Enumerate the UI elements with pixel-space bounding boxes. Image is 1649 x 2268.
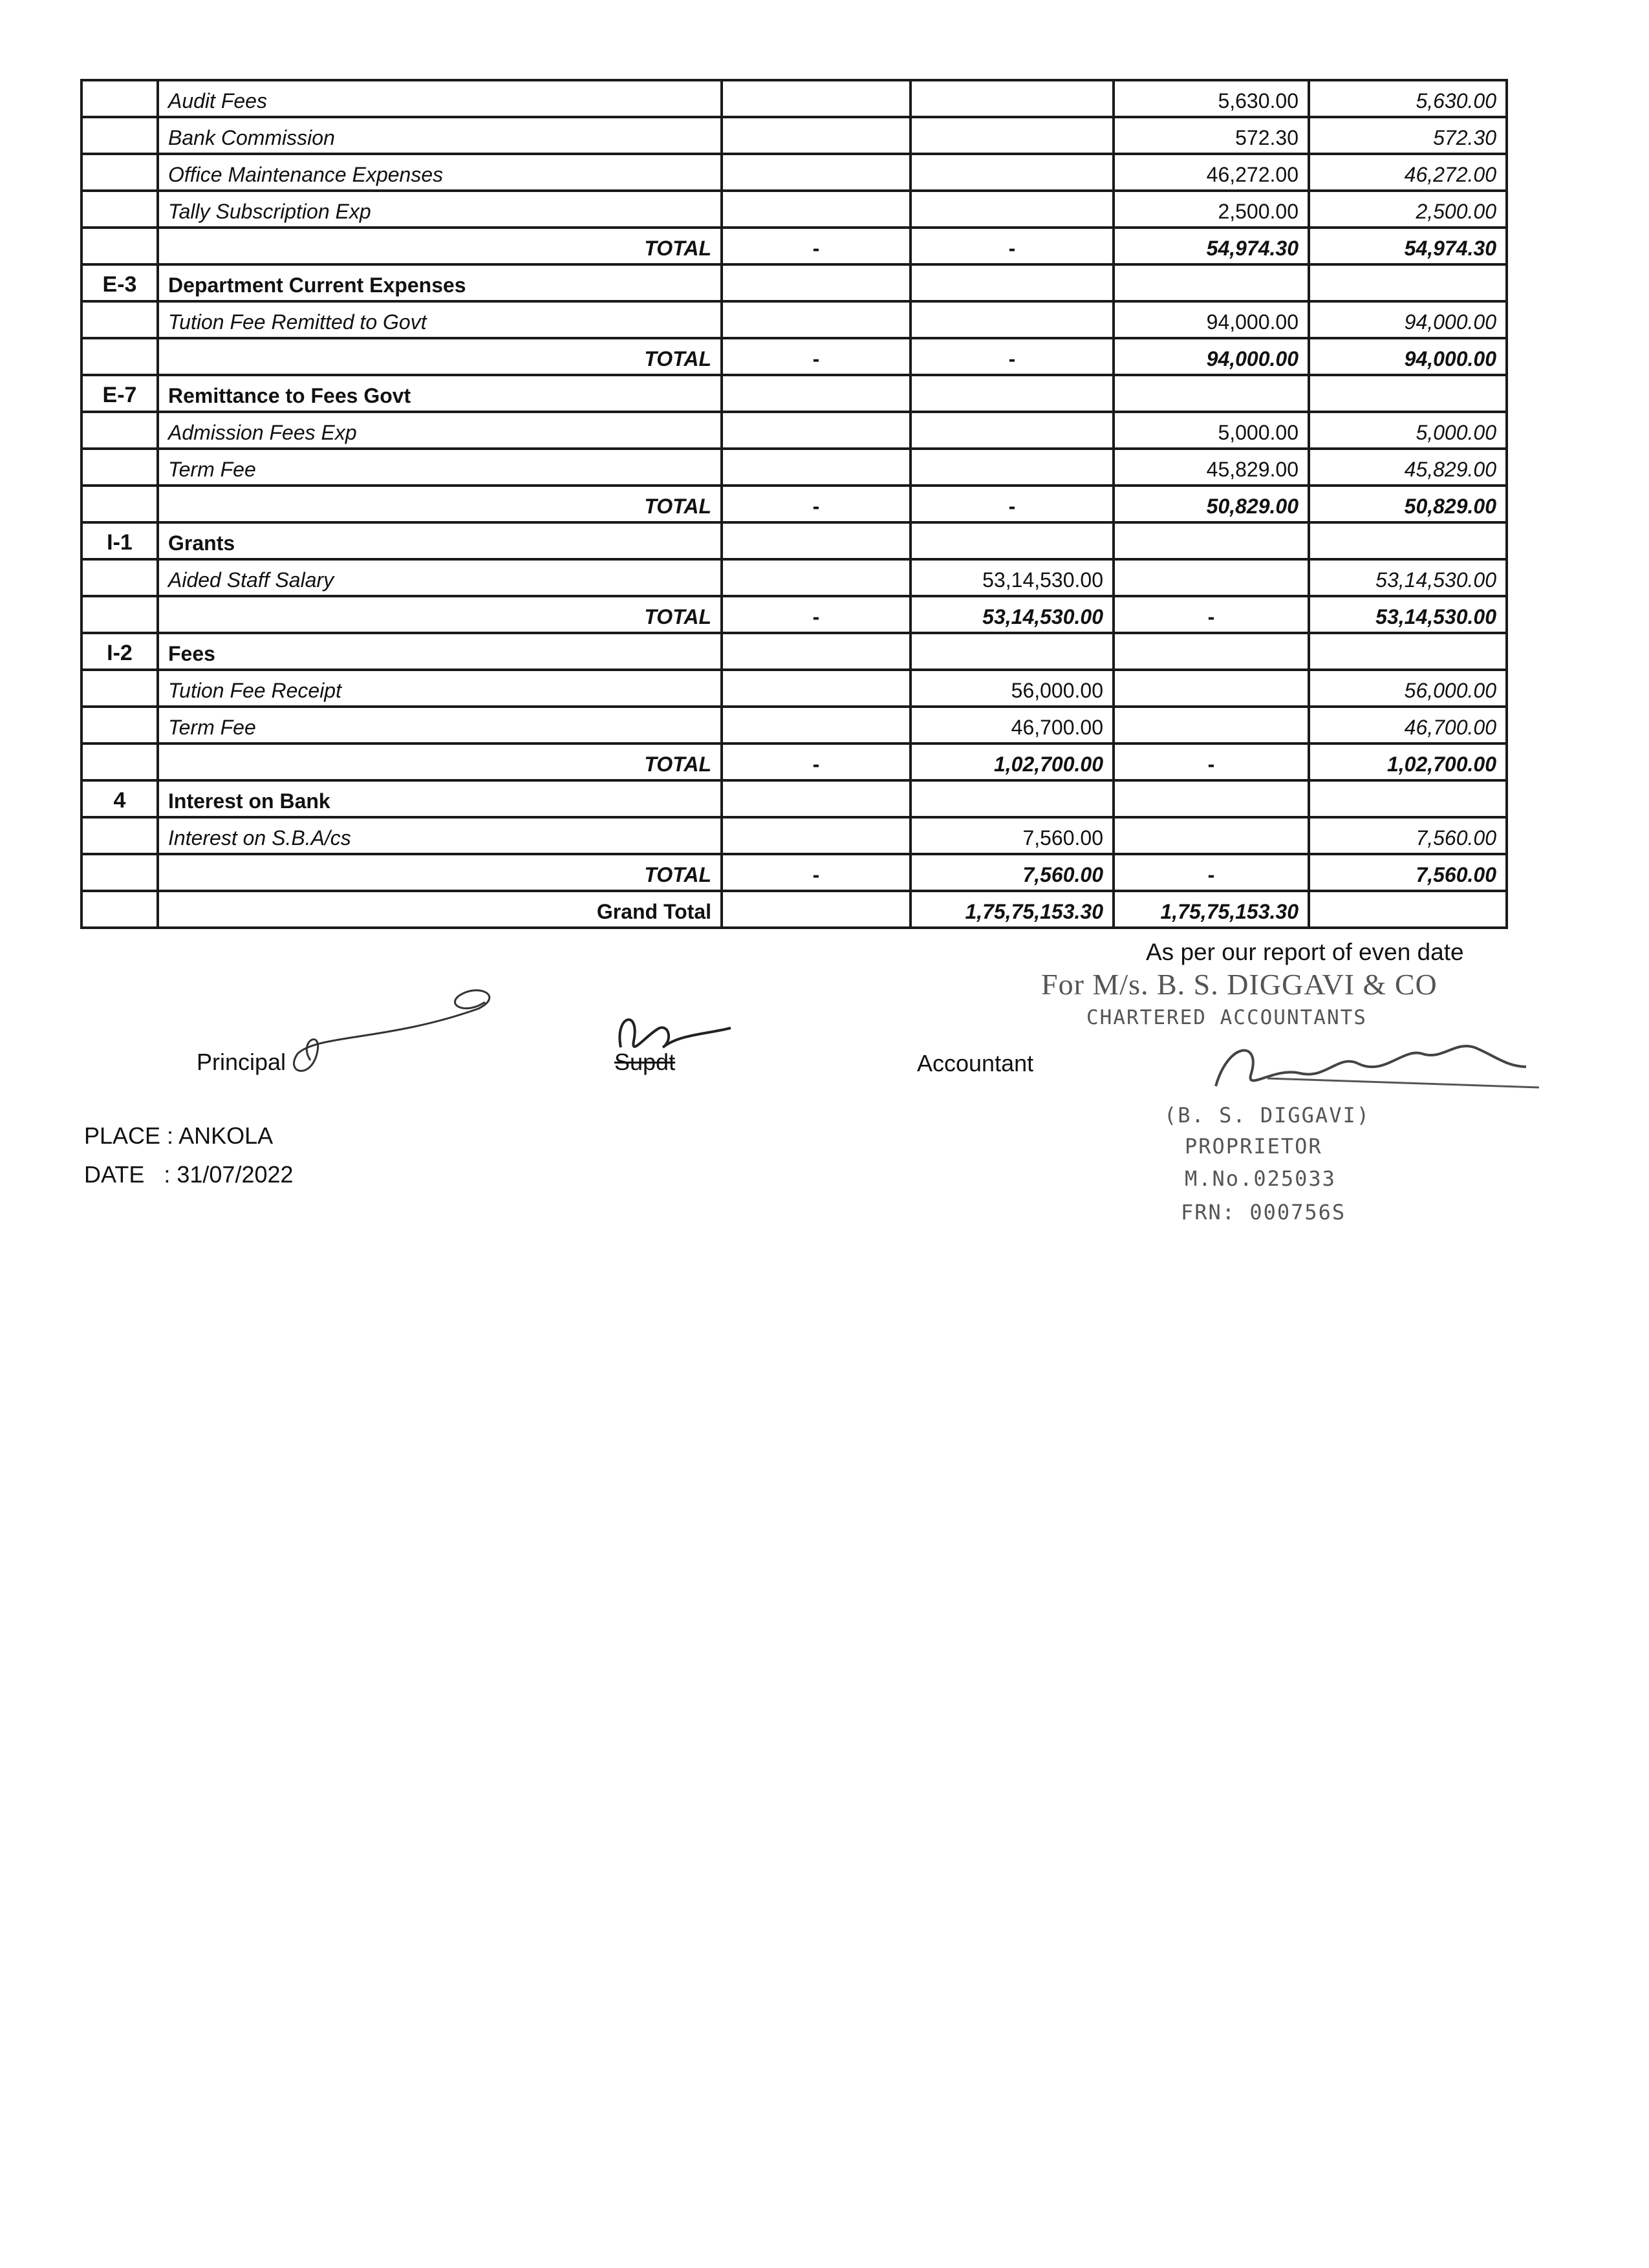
total-col-1: - bbox=[722, 486, 911, 522]
grand-total-col-2: 1,75,75,153.30 bbox=[911, 891, 1114, 928]
grand-total-label: Grand Total bbox=[158, 891, 722, 928]
section-code: E-3 bbox=[81, 264, 158, 301]
empty-cell bbox=[911, 633, 1114, 670]
ledger-table bbox=[80, 79, 1508, 929]
total-col-3: 94,000.00 bbox=[1114, 338, 1309, 375]
ledger-item-row bbox=[81, 670, 1507, 707]
section-total-row bbox=[81, 338, 1507, 375]
principal-label: Principal bbox=[197, 1049, 286, 1075]
section-total-row bbox=[81, 486, 1507, 522]
section-total-row bbox=[81, 744, 1507, 780]
code-cell bbox=[81, 670, 158, 707]
ledger-body bbox=[81, 80, 1507, 928]
total-col-2: 1,02,700.00 bbox=[911, 744, 1114, 780]
section-heading: Department Current Expenses bbox=[158, 264, 722, 301]
value-col-4: 572.30 bbox=[1309, 117, 1507, 154]
value-col-1 bbox=[722, 191, 911, 228]
total-col-3: 50,829.00 bbox=[1114, 486, 1309, 522]
total-col-3: - bbox=[1114, 596, 1309, 633]
value-col-4: 5,000.00 bbox=[1309, 412, 1507, 449]
place: PLACE : ANKOLA bbox=[84, 1122, 274, 1149]
item-name: Bank Commission bbox=[158, 117, 722, 154]
code-cell bbox=[81, 559, 158, 596]
value-col-2 bbox=[911, 191, 1114, 228]
item-name: Interest on S.B.A/cs bbox=[158, 817, 722, 854]
empty-cell bbox=[1309, 264, 1507, 301]
section-heading-row bbox=[81, 375, 1507, 412]
total-col-1: - bbox=[722, 596, 911, 633]
ledger-item-row bbox=[81, 707, 1507, 744]
ledger-item-row bbox=[81, 117, 1507, 154]
total-label: TOTAL bbox=[158, 854, 722, 891]
supdt-signature bbox=[608, 996, 737, 1067]
code-cell bbox=[81, 412, 158, 449]
auditor-signature bbox=[1190, 1028, 1552, 1106]
value-col-4: 2,500.00 bbox=[1309, 191, 1507, 228]
principal-signature bbox=[272, 983, 504, 1086]
value-col-2 bbox=[911, 449, 1114, 486]
ledger-item-row bbox=[81, 559, 1507, 596]
ledger-item-row bbox=[81, 301, 1507, 338]
code-cell bbox=[81, 854, 158, 891]
firm-type-stamp: CHARTERED ACCOUNTANTS bbox=[1086, 1006, 1367, 1029]
item-name: Admission Fees Exp bbox=[158, 412, 722, 449]
total-label: TOTAL bbox=[158, 596, 722, 633]
code-cell bbox=[81, 891, 158, 928]
section-code: 4 bbox=[81, 780, 158, 817]
code-cell bbox=[81, 228, 158, 264]
code-cell bbox=[81, 191, 158, 228]
value-col-2: 46,700.00 bbox=[911, 707, 1114, 744]
empty-cell bbox=[722, 375, 911, 412]
empty-cell bbox=[1309, 780, 1507, 817]
total-label: TOTAL bbox=[158, 338, 722, 375]
grand-total-col-3: 1,75,75,153.30 bbox=[1114, 891, 1309, 928]
report-note: As per our report of even date bbox=[1146, 939, 1464, 965]
value-col-2: 7,560.00 bbox=[911, 817, 1114, 854]
section-heading-row bbox=[81, 264, 1507, 301]
signatory-stamp: (B. S. DIGGAVI) bbox=[1164, 1103, 1370, 1128]
empty-cell bbox=[911, 522, 1114, 559]
empty-cell bbox=[1114, 780, 1309, 817]
value-col-2 bbox=[911, 301, 1114, 338]
empty-cell bbox=[911, 780, 1114, 817]
total-col-2: - bbox=[911, 338, 1114, 375]
code-cell bbox=[81, 707, 158, 744]
value-col-2 bbox=[911, 154, 1114, 191]
value-col-4: 46,272.00 bbox=[1309, 154, 1507, 191]
empty-cell bbox=[1114, 633, 1309, 670]
section-heading: Fees bbox=[158, 633, 722, 670]
section-total-row bbox=[81, 228, 1507, 264]
ledger-item-row bbox=[81, 191, 1507, 228]
value-col-4: 46,700.00 bbox=[1309, 707, 1507, 744]
value-col-1 bbox=[722, 559, 911, 596]
item-name: Tution Fee Remitted to Govt bbox=[158, 301, 722, 338]
empty-cell bbox=[911, 375, 1114, 412]
total-col-1: - bbox=[722, 228, 911, 264]
section-code: I-1 bbox=[81, 522, 158, 559]
ledger-item-row bbox=[81, 80, 1507, 117]
accountant-label: Accountant bbox=[917, 1050, 1034, 1076]
code-cell bbox=[81, 449, 158, 486]
section-code: E-7 bbox=[81, 375, 158, 412]
empty-cell bbox=[1309, 375, 1507, 412]
value-col-1 bbox=[722, 670, 911, 707]
value-col-4: 94,000.00 bbox=[1309, 301, 1507, 338]
code-cell bbox=[81, 486, 158, 522]
value-col-4: 45,829.00 bbox=[1309, 449, 1507, 486]
total-col-4: 50,829.00 bbox=[1309, 486, 1507, 522]
membership-no-stamp: M.No.025033 bbox=[1185, 1166, 1336, 1191]
value-col-1 bbox=[722, 154, 911, 191]
total-label: TOTAL bbox=[158, 486, 722, 522]
total-col-4: 7,560.00 bbox=[1309, 854, 1507, 891]
ledger-item-row bbox=[81, 449, 1507, 486]
empty-cell bbox=[722, 264, 911, 301]
total-col-4: 53,14,530.00 bbox=[1309, 596, 1507, 633]
date: DATE : 31/07/2022 bbox=[84, 1161, 294, 1188]
code-cell bbox=[81, 80, 158, 117]
value-col-3: 5,000.00 bbox=[1114, 412, 1309, 449]
value-col-3 bbox=[1114, 817, 1309, 854]
empty-cell bbox=[1114, 264, 1309, 301]
value-col-3: 46,272.00 bbox=[1114, 154, 1309, 191]
value-col-3: 94,000.00 bbox=[1114, 301, 1309, 338]
empty-cell bbox=[1114, 375, 1309, 412]
empty-cell bbox=[722, 633, 911, 670]
value-col-3 bbox=[1114, 559, 1309, 596]
total-col-2: - bbox=[911, 486, 1114, 522]
section-heading-row bbox=[81, 780, 1507, 817]
item-name: Tution Fee Receipt bbox=[158, 670, 722, 707]
value-col-2: 53,14,530.00 bbox=[911, 559, 1114, 596]
total-col-3: 54,974.30 bbox=[1114, 228, 1309, 264]
empty-cell bbox=[722, 522, 911, 559]
item-name: Audit Fees bbox=[158, 80, 722, 117]
value-col-2: 56,000.00 bbox=[911, 670, 1114, 707]
item-name: Aided Staff Salary bbox=[158, 559, 722, 596]
value-col-1 bbox=[722, 412, 911, 449]
section-code: I-2 bbox=[81, 633, 158, 670]
section-total-row bbox=[81, 596, 1507, 633]
total-label: TOTAL bbox=[158, 744, 722, 780]
value-col-3: 45,829.00 bbox=[1114, 449, 1309, 486]
section-heading-row bbox=[81, 633, 1507, 670]
item-name: Tally Subscription Exp bbox=[158, 191, 722, 228]
supdt-label: Supdt bbox=[614, 1049, 676, 1075]
code-cell bbox=[81, 596, 158, 633]
code-cell bbox=[81, 744, 158, 780]
total-label: TOTAL bbox=[158, 228, 722, 264]
grand-total-col-4 bbox=[1309, 891, 1507, 928]
item-name: Term Fee bbox=[158, 449, 722, 486]
ledger-item-row bbox=[81, 412, 1507, 449]
grand-total-col-1 bbox=[722, 891, 911, 928]
code-cell bbox=[81, 817, 158, 854]
designation-stamp: PROPRIETOR bbox=[1185, 1134, 1322, 1159]
empty-cell bbox=[722, 780, 911, 817]
total-col-4: 54,974.30 bbox=[1309, 228, 1507, 264]
ledger-item-row bbox=[81, 154, 1507, 191]
section-total-row bbox=[81, 854, 1507, 891]
total-col-1: - bbox=[722, 338, 911, 375]
section-heading: Grants bbox=[158, 522, 722, 559]
empty-cell bbox=[1114, 522, 1309, 559]
value-col-1 bbox=[722, 707, 911, 744]
ledger-item-row bbox=[81, 817, 1507, 854]
value-col-4: 5,630.00 bbox=[1309, 80, 1507, 117]
value-col-1 bbox=[722, 449, 911, 486]
value-col-3 bbox=[1114, 670, 1309, 707]
value-col-4: 53,14,530.00 bbox=[1309, 559, 1507, 596]
firm-name-stamp: For M/s. B. S. DIGGAVI & CO bbox=[1041, 968, 1438, 1001]
grand-total-row bbox=[81, 891, 1507, 928]
empty-cell bbox=[911, 264, 1114, 301]
value-col-4: 7,560.00 bbox=[1309, 817, 1507, 854]
total-col-4: 94,000.00 bbox=[1309, 338, 1507, 375]
code-cell bbox=[81, 301, 158, 338]
total-col-1: - bbox=[722, 854, 911, 891]
empty-cell bbox=[1309, 633, 1507, 670]
code-cell bbox=[81, 154, 158, 191]
total-col-1: - bbox=[722, 744, 911, 780]
total-col-2: - bbox=[911, 228, 1114, 264]
value-col-4: 56,000.00 bbox=[1309, 670, 1507, 707]
value-col-1 bbox=[722, 117, 911, 154]
total-col-2: 53,14,530.00 bbox=[911, 596, 1114, 633]
frn-stamp: FRN: 000756S bbox=[1181, 1200, 1346, 1225]
value-col-1 bbox=[722, 80, 911, 117]
total-col-3: - bbox=[1114, 744, 1309, 780]
value-col-3: 572.30 bbox=[1114, 117, 1309, 154]
total-col-3: - bbox=[1114, 854, 1309, 891]
section-heading-row bbox=[81, 522, 1507, 559]
section-heading: Remittance to Fees Govt bbox=[158, 375, 722, 412]
value-col-2 bbox=[911, 80, 1114, 117]
empty-cell bbox=[1309, 522, 1507, 559]
total-col-2: 7,560.00 bbox=[911, 854, 1114, 891]
item-name: Term Fee bbox=[158, 707, 722, 744]
value-col-1 bbox=[722, 301, 911, 338]
item-name: Office Maintenance Expenses bbox=[158, 154, 722, 191]
value-col-1 bbox=[722, 817, 911, 854]
value-col-3: 5,630.00 bbox=[1114, 80, 1309, 117]
code-cell bbox=[81, 338, 158, 375]
value-col-2 bbox=[911, 117, 1114, 154]
code-cell bbox=[81, 117, 158, 154]
value-col-3: 2,500.00 bbox=[1114, 191, 1309, 228]
total-col-4: 1,02,700.00 bbox=[1309, 744, 1507, 780]
section-heading: Interest on Bank bbox=[158, 780, 722, 817]
value-col-2 bbox=[911, 412, 1114, 449]
value-col-3 bbox=[1114, 707, 1309, 744]
